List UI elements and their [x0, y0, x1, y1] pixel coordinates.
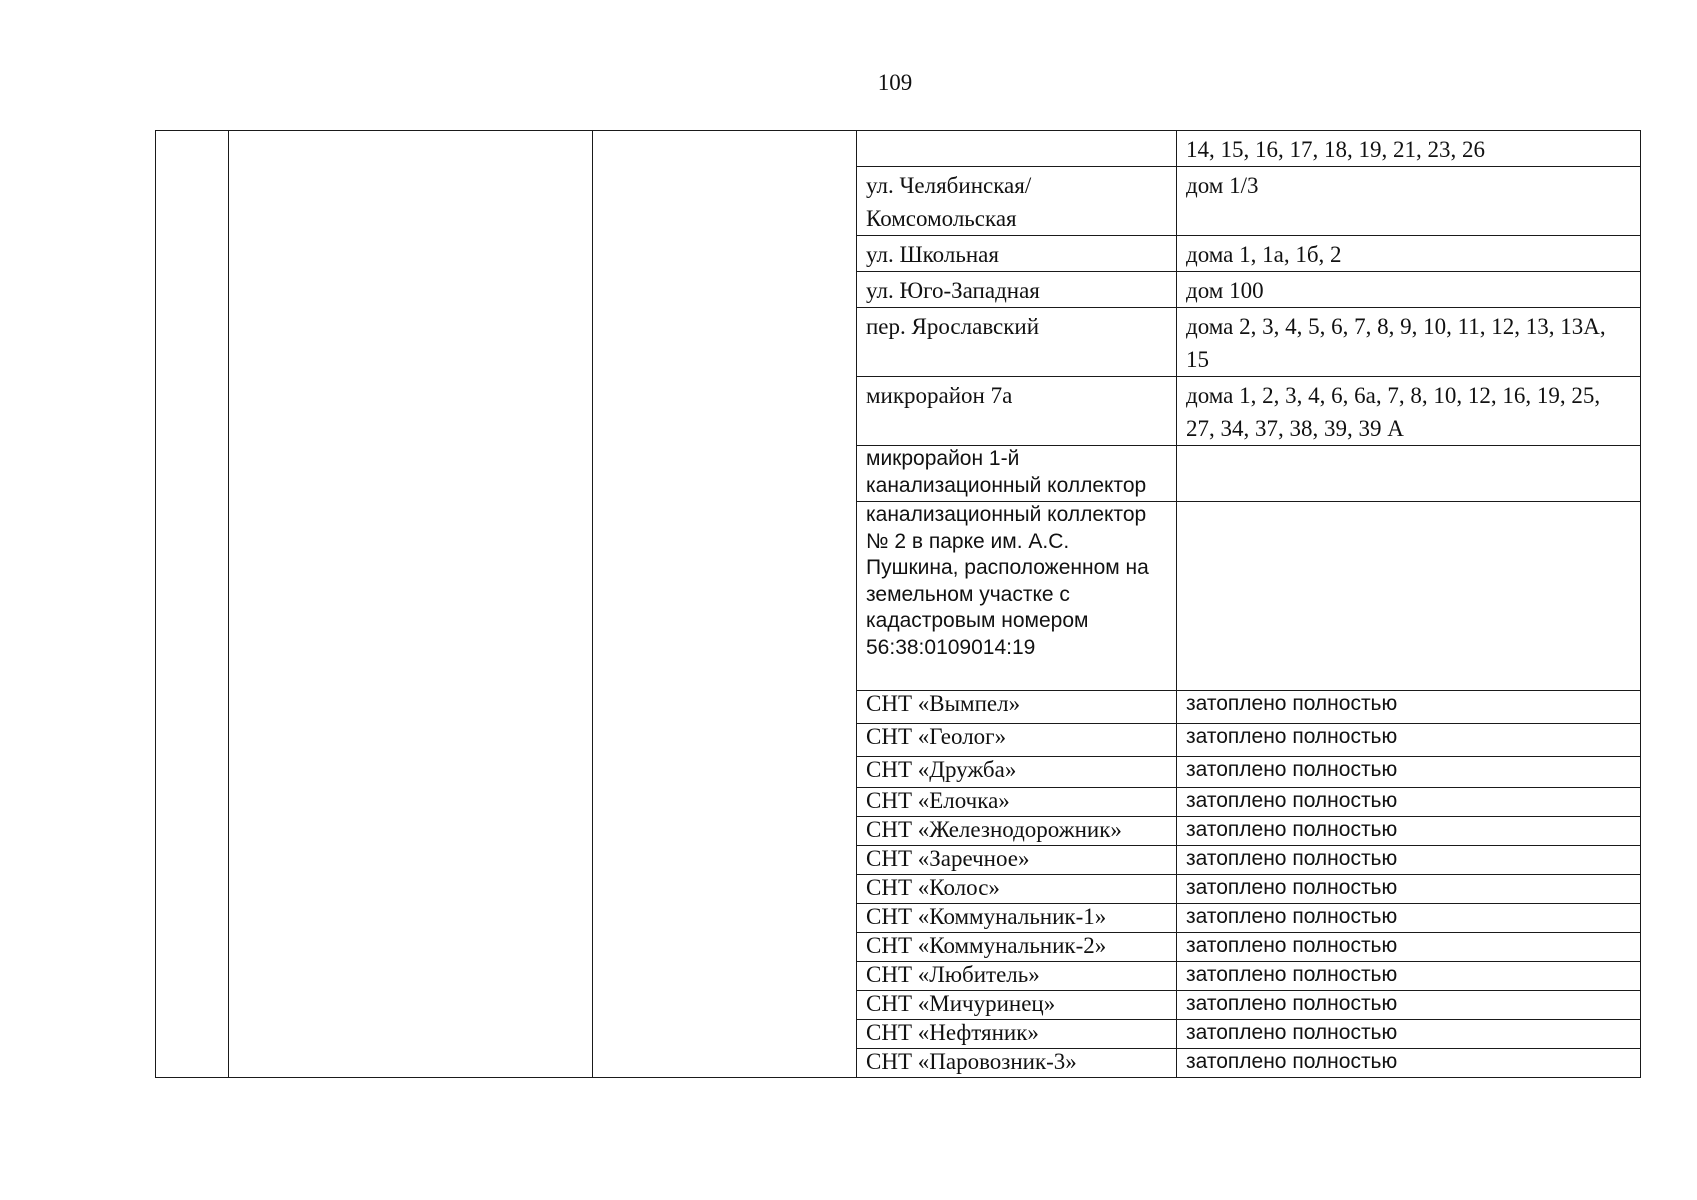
column-number-cell: [156, 131, 229, 1078]
snt-status-cell: затоплено полностью: [1177, 757, 1641, 788]
house-numbers-cell: [1177, 502, 1641, 691]
snt-status-cell: затоплено полностью: [1177, 875, 1641, 904]
snt-status-cell: затоплено полностью: [1177, 817, 1641, 846]
street-name-cell: пер. Ярославский: [857, 308, 1177, 377]
table-row: [156, 131, 1641, 167]
snt-status-cell: затоплено полностью: [1177, 933, 1641, 962]
snt-name-cell: СНТ «Елочка»: [857, 788, 1177, 817]
house-numbers-cell: дом 1/3: [1177, 167, 1641, 236]
snt-name-cell: СНТ «Заречное»: [857, 846, 1177, 875]
snt-name-cell: СНТ «Вымпел»: [857, 691, 1177, 724]
snt-status-cell: затоплено полностью: [1177, 1020, 1641, 1049]
house-numbers-cell: дома 2, 3, 4, 5, 6, 7, 8, 9, 10, 11, 12, 13, 13А, 15: [1177, 308, 1641, 377]
street-name-cell: канализационный коллектор № 2 в парке им. А.С. Пушкина, расположенном на земельном участке с кадастровым номером 56:38:0109014:19: [857, 502, 1177, 691]
snt-name-cell: СНТ «Коммунальник-2»: [857, 933, 1177, 962]
snt-status-cell: затоплено полностью: [1177, 1049, 1641, 1078]
snt-name-cell: СНТ «Железнодорожник»: [857, 817, 1177, 846]
street-name-cell: ул. Челябинская/ Комсомольская: [857, 167, 1177, 236]
street-name-cell: микрорайон 1-й канализационный коллектор: [857, 446, 1177, 502]
snt-name-cell: СНТ «Колос»: [857, 875, 1177, 904]
page-number: 109: [877, 70, 913, 95]
column-municipality-cell: [229, 131, 593, 1078]
snt-name-cell: СНТ «Геолог»: [857, 724, 1177, 757]
snt-status-cell: затоплено полностью: [1177, 724, 1641, 757]
snt-name-cell: СНТ «Мичуринец»: [857, 991, 1177, 1020]
house-numbers-cell: [1177, 446, 1641, 502]
snt-status-cell: затоплено полностью: [1177, 788, 1641, 817]
territory-table: [155, 130, 1641, 1078]
house-numbers-cell: дома 1, 1а, 1б, 2: [1177, 236, 1641, 272]
street-name-cell: [857, 131, 1177, 167]
snt-status-cell: затоплено полностью: [1177, 962, 1641, 991]
snt-name-cell: СНТ «Паровозник-3»: [857, 1049, 1177, 1078]
snt-status-cell: затоплено полностью: [1177, 691, 1641, 724]
street-name-cell: микрорайон 7а: [857, 377, 1177, 446]
snt-status-cell: затоплено полностью: [1177, 991, 1641, 1020]
house-numbers-cell: 14, 15, 16, 17, 18, 19, 21, 23, 26: [1177, 131, 1641, 167]
snt-name-cell: СНТ «Коммунальник-1»: [857, 904, 1177, 933]
snt-status-cell: затоплено полностью: [1177, 904, 1641, 933]
snt-name-cell: СНТ «Дружба»: [857, 757, 1177, 788]
snt-name-cell: СНТ «Нефтяник»: [857, 1020, 1177, 1049]
snt-status-cell: затоплено полностью: [1177, 846, 1641, 875]
street-name-cell: ул. Юго-Западная: [857, 272, 1177, 308]
column-settlement-cell: [593, 131, 857, 1078]
house-numbers-cell: дом 100: [1177, 272, 1641, 308]
house-numbers-cell: дома 1, 2, 3, 4, 6, 6а, 7, 8, 10, 12, 16, 19, 25, 27, 34, 37, 38, 39, 39 А: [1177, 377, 1641, 446]
street-name-cell: ул. Школьная: [857, 236, 1177, 272]
snt-name-cell: СНТ «Любитель»: [857, 962, 1177, 991]
